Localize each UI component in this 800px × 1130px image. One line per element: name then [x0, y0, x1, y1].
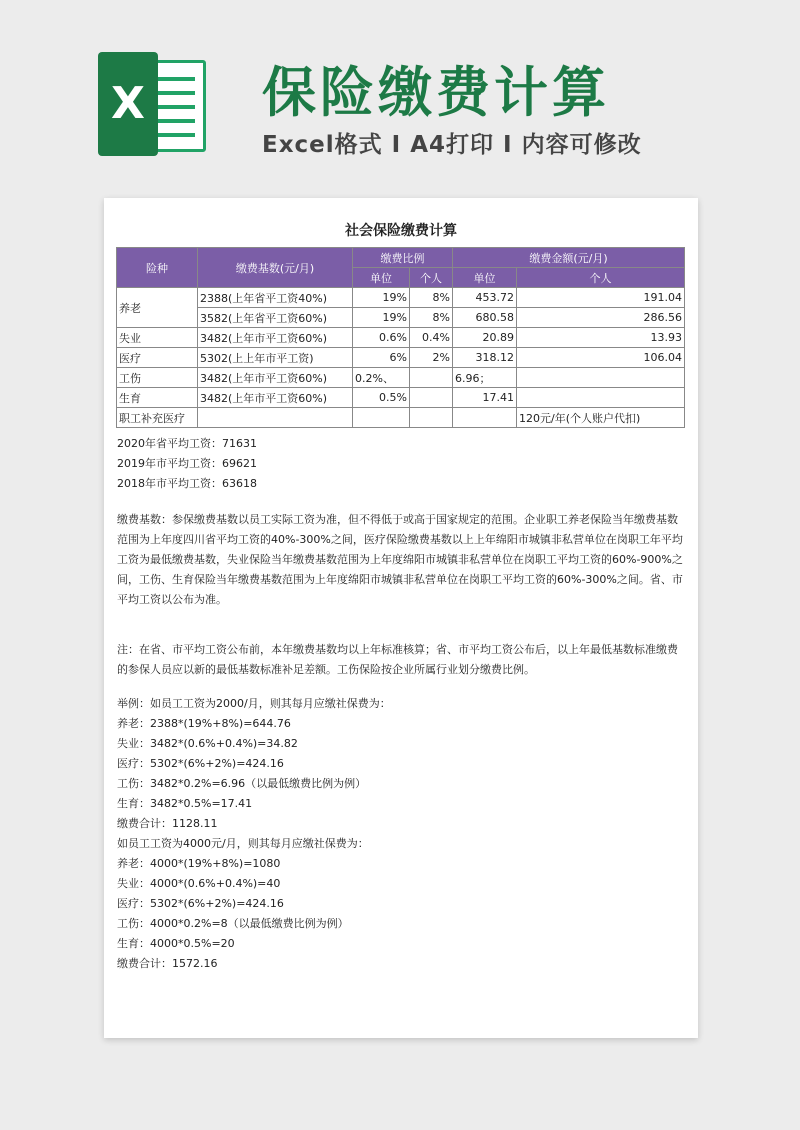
example-line: 医疗：5302*(6%+2%)=424.16 — [117, 757, 284, 770]
header-amount-personal: 个人 — [517, 268, 685, 288]
example-line: 失业：4000*(0.6%+0.4%)=40 — [117, 877, 281, 890]
wage-line: 2019年市平均工资：69621 — [117, 457, 257, 470]
cell-amount-personal — [517, 368, 685, 388]
cell-amount-unit: 318.12 — [453, 348, 517, 368]
cell-ratio-personal — [410, 408, 453, 428]
cell-ratio-unit: 0.6% — [353, 328, 410, 348]
example-line: 失业：3482*(0.6%+0.4%)=34.82 — [117, 737, 298, 750]
cell-amount-personal: 106.04 — [517, 348, 685, 368]
cell-type: 生育 — [117, 388, 198, 408]
table-row — [117, 408, 685, 428]
table-row — [117, 388, 685, 408]
header-row — [117, 248, 685, 268]
cell-amount-personal: 191.04 — [517, 288, 685, 308]
cell-ratio-personal: 2% — [410, 348, 453, 368]
header-base: 缴费基数(元/月) — [198, 248, 353, 288]
spacer — [117, 626, 685, 640]
example-line: 如员工工资为4000元/月，则其每月应缴社保费为： — [117, 837, 369, 850]
base-note: 缴费基数：参保缴费基数以员工实际工资为准，但不得低于或高于国家规定的范围。企业职工养老保险当年缴费基数范围为上年度四川省平均工资的40%-300%之间，医疗保险缴费基数以上上年绵阳市城镇非私营单位在岗职工年平均工资为最低缴费基数，失业保险当年缴费基数范围为上年度绵阳市城镇非私营单位在岗职工平均工资的60%-900%之间，工伤、生育保险当年缴费基数范围为上年度绵阳市城镇非私营单位在岗职工平均工资的60%-300%之间。省、市平均工资以公布为准。 — [117, 513, 683, 606]
remark: 注：在省、市平均工资公布前，本年缴费基数均以上年标准核算；省、市平均工资公布后，以上年最低基数标准缴费的参保人员应以新的最低基数标准补足差额。工伤保险按企业所属行业划分缴费比例。 — [117, 643, 678, 676]
cell-amount-unit: 6.96； — [453, 368, 517, 388]
example-line: 养老：4000*(19%+8%)=1080 — [117, 857, 281, 870]
cell-amount-personal: 13.93 — [517, 328, 685, 348]
header-ratio-unit: 单位 — [353, 268, 410, 288]
cell-ratio-personal — [410, 388, 453, 408]
table-row — [117, 328, 685, 348]
excel-badge: X — [98, 52, 158, 156]
cell-ratio-personal — [410, 368, 453, 388]
wage-line: 2018年市平均工资：63618 — [117, 477, 257, 490]
example-line: 举例：如员工工资为2000/月，则其每月应缴社保费为： — [117, 697, 391, 710]
table-row — [117, 368, 685, 388]
table-row — [117, 348, 685, 368]
cell-amount-unit: 453.72 — [453, 288, 517, 308]
cell-ratio-unit: 0.5% — [353, 388, 410, 408]
document-page — [104, 198, 698, 1038]
example-line: 养老：2388*(19%+8%)=644.76 — [117, 717, 291, 730]
spacer — [117, 680, 685, 694]
cell-amount-personal: 286.56 — [517, 308, 685, 328]
example-line: 医疗：5302*(6%+2%)=424.16 — [117, 897, 284, 910]
example-line: 工伤：3482*0.2%=6.96（以最低缴费比例为例） — [117, 777, 367, 790]
cell-ratio-personal: 8% — [410, 288, 453, 308]
cell-amount-personal: 120元/年(个人账户代扣) — [517, 408, 685, 428]
cell-ratio-unit: 19% — [353, 308, 410, 328]
banner — [0, 0, 800, 190]
example-total: 缴费合计：1572.16 — [117, 957, 218, 970]
wage-line: 2020年省平均工资：71631 — [117, 437, 257, 450]
cell-ratio-unit: 0.2%、 — [353, 368, 410, 388]
cell-base: 5302(上上年市平工资) — [198, 348, 353, 368]
cell-amount-unit: 20.89 — [453, 328, 517, 348]
document-title: 社会保险缴费计算 — [345, 223, 457, 239]
example-line: 生育：3482*0.5%=17.41 — [117, 797, 253, 810]
banner-subtitle: Excel格式 I A4打印 I 内容可修改 — [262, 132, 642, 158]
cell-base: 3582(上年省平工资60%) — [198, 308, 353, 328]
spacer — [117, 494, 685, 510]
cell-type: 工伤 — [117, 368, 198, 388]
cell-ratio-personal: 0.4% — [410, 328, 453, 348]
table-row — [117, 308, 685, 328]
cell-base: 3482(上年市平工资60%) — [198, 328, 353, 348]
header-ratio: 缴费比例 — [353, 248, 453, 268]
header-type: 险种 — [117, 248, 198, 288]
cell-type: 医疗 — [117, 348, 198, 368]
cell-type: 职工补充医疗 — [117, 408, 198, 428]
example-line: 工伤：4000*0.2%=8（以最低缴费比例为例） — [117, 917, 349, 930]
notes-section — [117, 434, 685, 974]
excel-icon — [98, 52, 208, 156]
cell-base: 2388(上年省平工资40%) — [198, 288, 353, 308]
header-amount: 缴费金额(元/月) — [453, 248, 685, 268]
cell-amount-unit: 680.58 — [453, 308, 517, 328]
cell-amount-personal — [517, 388, 685, 408]
cell-ratio-unit: 6% — [353, 348, 410, 368]
example-total: 缴费合计：1128.11 — [117, 817, 218, 830]
table-row — [117, 288, 685, 308]
insurance-table — [116, 247, 685, 428]
cell-amount-unit — [453, 408, 517, 428]
spacer — [117, 610, 685, 626]
cell-amount-unit: 17.41 — [453, 388, 517, 408]
banner-title: 保险缴费计算 — [262, 61, 610, 124]
header-amount-unit: 单位 — [453, 268, 517, 288]
header-ratio-personal: 个人 — [410, 268, 453, 288]
cell-base: 3482(上年市平工资60%) — [198, 368, 353, 388]
cell-type: 失业 — [117, 328, 198, 348]
cell-ratio-unit: 19% — [353, 288, 410, 308]
example-line: 生育：4000*0.5%=20 — [117, 937, 235, 950]
cell-ratio-unit — [353, 408, 410, 428]
cell-type: 养老 — [117, 288, 198, 328]
cell-base: 3482(上年市平工资60%) — [198, 388, 353, 408]
cell-ratio-personal: 8% — [410, 308, 453, 328]
cell-base — [198, 408, 353, 428]
